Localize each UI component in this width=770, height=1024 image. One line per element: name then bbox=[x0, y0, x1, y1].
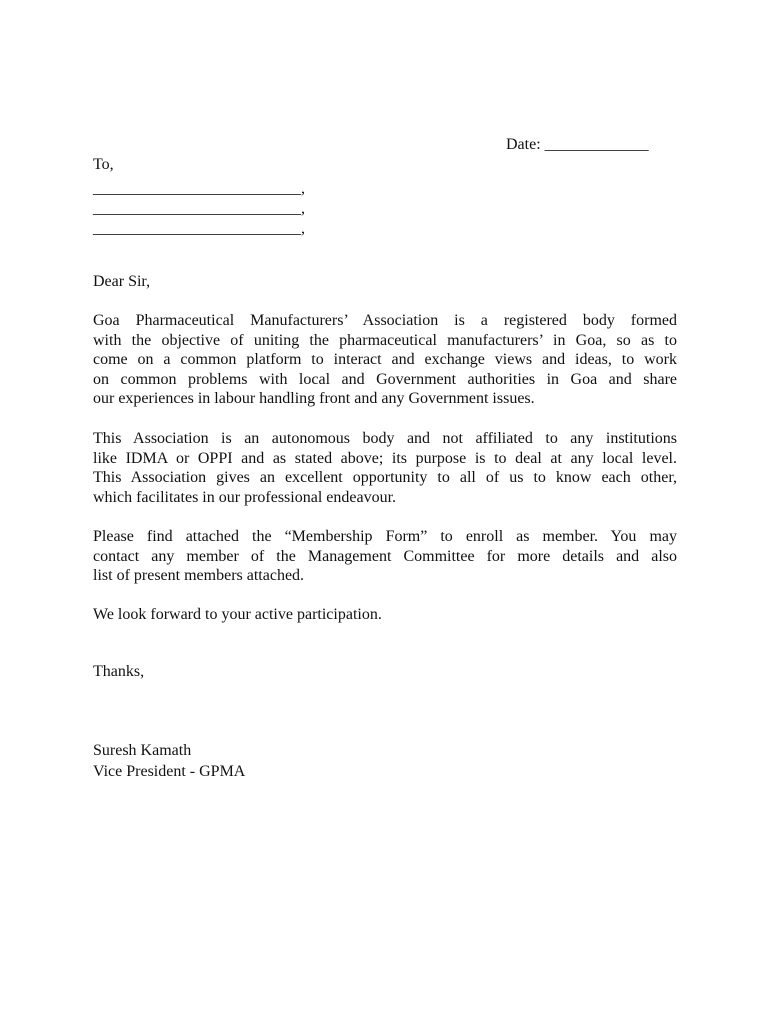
paragraph-line: This Association gives an excellent opportunity to all of us to know each other, bbox=[93, 469, 677, 487]
paragraph-line: which facilitates in our professional endeavour. bbox=[93, 488, 397, 506]
signature-name: Suresh Kamath bbox=[93, 742, 192, 759]
paragraph-line: This Association is an autonomous body and not affiliated to any institutions bbox=[93, 430, 677, 447]
paragraph-introduction bbox=[93, 311, 677, 409]
date-field: Date: _____________ bbox=[506, 136, 649, 153]
paragraph-line: like IDMA or OPPI and as stated above; its purpose is to deal at any local level. bbox=[93, 449, 677, 467]
address-line-1: __________________________, bbox=[93, 180, 305, 197]
recipient-label: To, bbox=[93, 156, 114, 173]
paragraph-line: list of present members attached. bbox=[93, 567, 305, 585]
paragraph-line: with the objective of uniting the pharmaceutical manufacturers’ in Goa, so as to bbox=[93, 331, 677, 349]
paragraph-line: come on a common platform to interact and exchange views and ideas, to work bbox=[93, 351, 677, 369]
closing-sentence: We look forward to your active participation. bbox=[93, 606, 382, 623]
paragraph-autonomy bbox=[93, 429, 677, 507]
paragraph-membership bbox=[93, 527, 677, 586]
address-line-2: __________________________, bbox=[93, 200, 305, 217]
paragraph-line: Please find attached the “Membership Form” to enroll as member. You may bbox=[93, 528, 677, 545]
paragraph-line: Goa Pharmaceutical Manufacturers’ Association is a registered body formed bbox=[93, 312, 677, 329]
sign-off: Thanks, bbox=[93, 663, 145, 680]
paragraph-line: on common problems with local and Government authorities in Goa and share bbox=[93, 370, 677, 388]
paragraph-line: our experiences in labour handling front and any Government issues. bbox=[93, 390, 535, 408]
address-line-3: __________________________, bbox=[93, 220, 305, 237]
paragraph-line: contact any member of the Management Committee for more details and also bbox=[93, 547, 677, 565]
salutation: Dear Sir, bbox=[93, 273, 151, 290]
signature-title: Vice President - GPMA bbox=[93, 763, 246, 780]
